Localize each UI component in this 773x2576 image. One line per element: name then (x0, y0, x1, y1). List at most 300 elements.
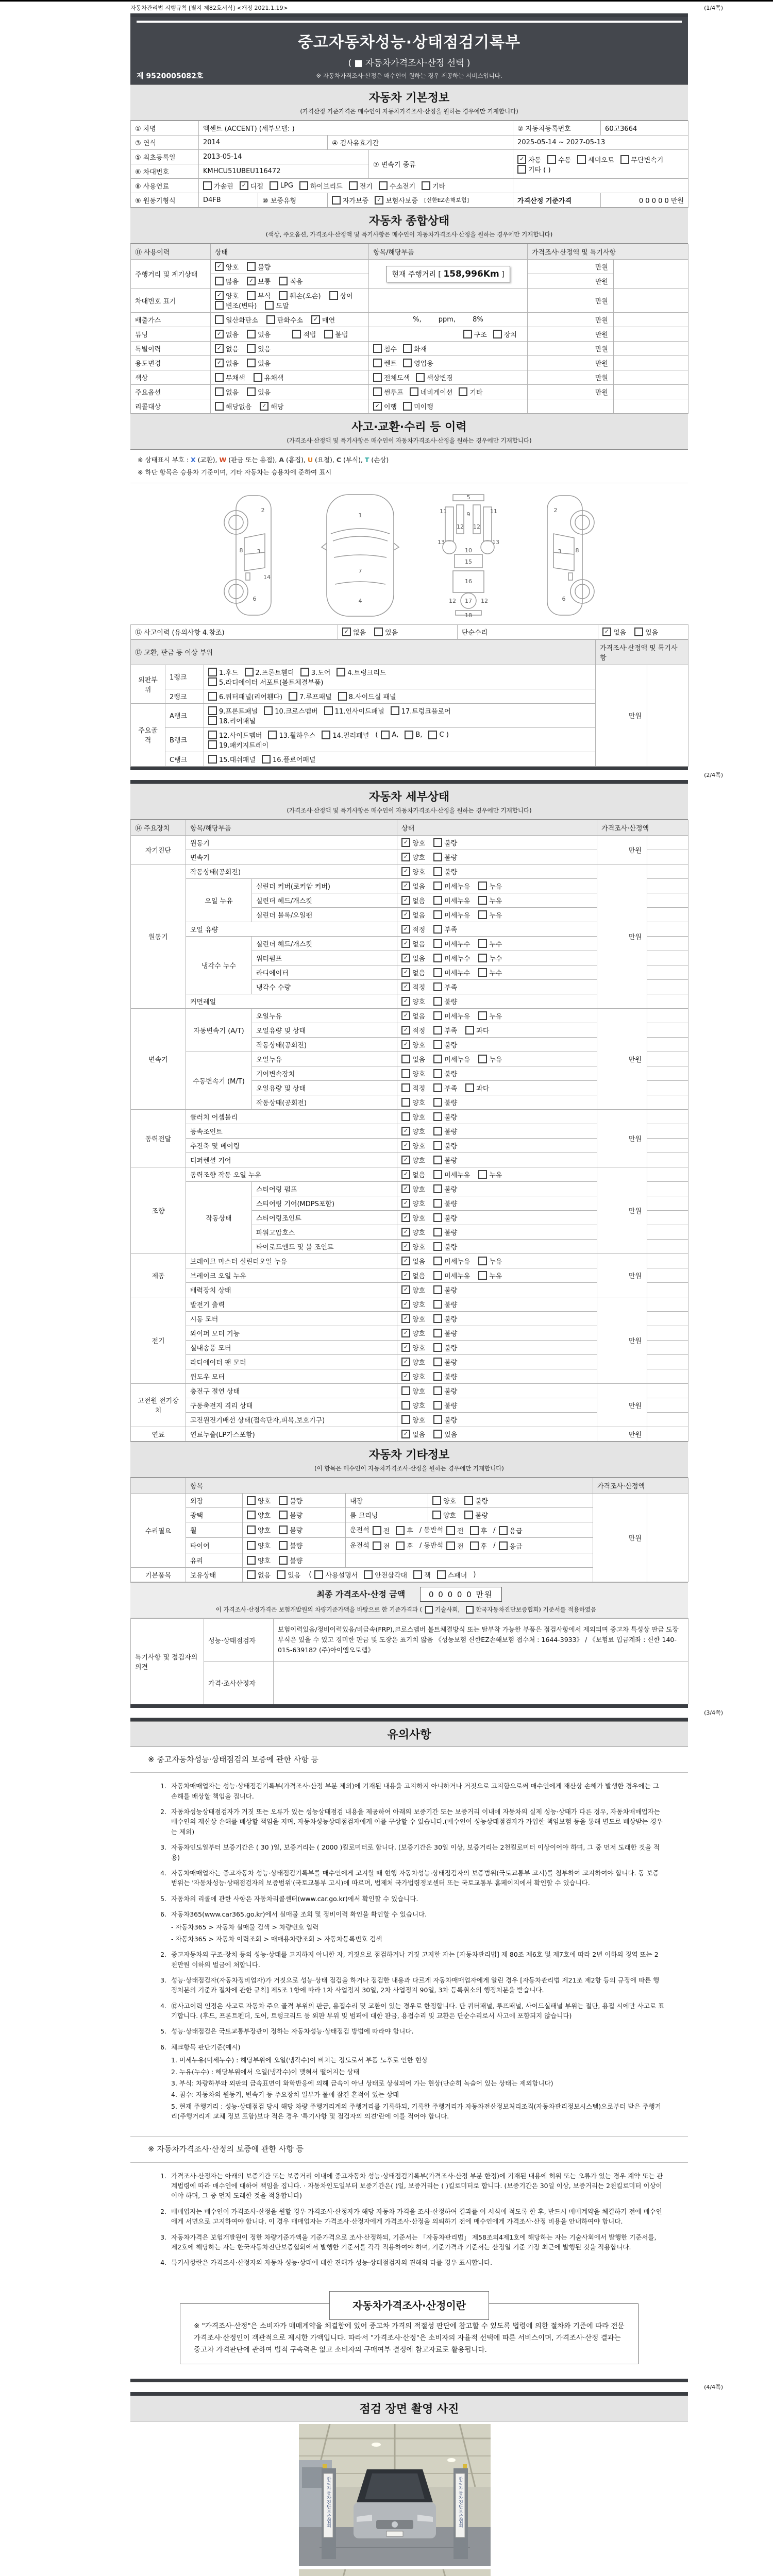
checkbox-option[interactable]: ✓ 양호 (401, 1357, 425, 1367)
table-cell: 특별이력 (131, 342, 211, 356)
notice-item: 4. 특기사항란은 가격조사·산정자의 자동차 성능·상태에 대한 견해가 성능·상태점검자의 견해와 다를 경우 표시합니다. (160, 2259, 493, 2267)
checkbox-option[interactable]: 누유 (478, 1256, 502, 1266)
checkbox-option[interactable]: 안전삼각대 (364, 1570, 407, 1580)
checkbox-option[interactable]: ✓ 양호 (401, 1141, 425, 1150)
basic-info-table-container (130, 121, 688, 208)
checkbox-option[interactable]: ✓ 양호 (401, 1299, 425, 1309)
checkbox-option[interactable]: 무단변속기 (620, 155, 664, 164)
table-row (131, 864, 688, 878)
checkbox-option[interactable]: 불량 (433, 1285, 457, 1295)
checkbox-option[interactable]: 14.필러패널 (322, 730, 369, 740)
table-cell (647, 1225, 688, 1239)
table-row (131, 385, 688, 399)
checkbox-option[interactable]: ✓ 없음 (401, 1170, 425, 1179)
table-cell (204, 727, 596, 752)
checkbox-option[interactable]: 15.대쉬패널 (208, 754, 256, 764)
checkbox-option[interactable]: 해당없음 (215, 401, 251, 411)
table-cell (397, 979, 597, 994)
table-cell: 상태 (211, 244, 369, 260)
table-cell (647, 1153, 688, 1167)
checkbox-option[interactable]: 후 (470, 1526, 488, 1535)
table-cell (614, 356, 688, 370)
table-cell (647, 1095, 688, 1109)
checkbox-option[interactable]: 불량 (433, 1299, 457, 1309)
checkbox-option[interactable]: 불량 (433, 1314, 457, 1324)
checkbox-option[interactable]: 양호 (401, 1386, 425, 1396)
checkbox-option[interactable]: 양호 (401, 1069, 425, 1078)
checkbox-option[interactable]: ✓ 양호 (215, 262, 239, 272)
checkbox-option[interactable]: 불량 (433, 1400, 457, 1410)
table-cell: 만원 (597, 1167, 647, 1253)
checkbox-option[interactable]: 불량 (433, 1415, 457, 1425)
checkbox-option[interactable]: 있음 (634, 627, 658, 637)
table-cell (243, 1537, 346, 1553)
checkbox-option[interactable]: ✓ 양호 (215, 291, 239, 300)
checkbox-option[interactable]: 불량 (433, 852, 457, 862)
checkbox-option[interactable]: 있음 (277, 1570, 300, 1580)
table-cell: 오일유량 및 상태 (252, 1080, 397, 1095)
table-cell: 실린더 헤드/개스킷 (252, 893, 397, 907)
checkbox-option[interactable]: 적법 (292, 329, 316, 339)
table-cell (428, 1507, 593, 1522)
checkbox-option[interactable]: 8.사이드실 패널 (338, 691, 396, 701)
table-cell (614, 260, 688, 289)
checkbox-option[interactable]: 있음 (247, 387, 271, 397)
checkbox-option[interactable]: 미세누유 (433, 910, 470, 920)
checkbox-option[interactable]: 5.라디에이터 서포트(볼트체결부품) (208, 677, 324, 687)
checkbox-option[interactable]: 화재 (403, 344, 427, 353)
checkbox-option[interactable]: 있음 (374, 627, 398, 637)
checkbox-option[interactable]: ✓ 매연 (311, 315, 335, 325)
table-cell: 수리필요 (131, 1493, 186, 1567)
table-cell (369, 399, 528, 414)
checkbox-option[interactable]: 불량 (433, 1328, 457, 1338)
checkbox-option[interactable]: 적음 (279, 276, 303, 286)
table-cell: A랭크 (165, 703, 204, 727)
checkbox-option[interactable]: ✓ 자동 (517, 155, 541, 164)
checkbox-option[interactable]: 9.프론트패널 (208, 706, 258, 716)
checkbox-option[interactable]: 무채색 (215, 372, 245, 382)
checkbox-option[interactable]: LPG (270, 181, 293, 190)
checkbox-option[interactable]: ✓ 양호 (401, 1198, 425, 1208)
checkbox-option[interactable]: ✓ 없음 (401, 1270, 425, 1280)
section-note: (가격산정 기준가격은 매수인이 자동차가격조사·산정을 원하는 경우에만 기재합니다) (300, 108, 518, 115)
checkbox-option[interactable]: 잭 (413, 1570, 431, 1580)
checkbox-option[interactable]: 불량 (433, 1386, 457, 1396)
checkbox-option[interactable]: 양호 (247, 1496, 271, 1505)
checkbox-option[interactable]: 불량 (279, 1510, 303, 1520)
checkbox-option[interactable]: ✓ 보험사보증 (375, 195, 418, 205)
checkbox-option[interactable]: ✓ 없음 (401, 1256, 425, 1266)
legend-symbol: U (요철), (307, 456, 337, 464)
table-row (131, 399, 688, 414)
table-cell (397, 893, 597, 907)
checkbox-option[interactable]: ✓ 양호 (401, 1314, 425, 1324)
checkbox-option[interactable]: 미세누수 (433, 953, 470, 963)
checkbox-option[interactable]: 누유 (478, 910, 502, 920)
checkbox-option[interactable]: 양호 (247, 1510, 271, 1520)
checkbox-option[interactable]: 양호 (401, 1400, 425, 1410)
checkbox-option[interactable]: 미세누유 (433, 1270, 470, 1280)
table-cell: 자동변속기 (A/T) (186, 1008, 252, 1052)
checkbox-option[interactable]: 가솔린 (203, 181, 233, 191)
checkbox-option[interactable]: 과다 (465, 1025, 489, 1035)
table-cell: ⑨ 원동기형식 (131, 193, 199, 208)
section-other-info-header (130, 1442, 688, 1478)
checkbox-option[interactable]: ✓ 양호 (401, 1213, 425, 1223)
diagram-number: 13 (492, 538, 499, 546)
checkbox-option[interactable]: 구조 (463, 329, 487, 339)
checkbox-option[interactable]: 부족 (433, 1083, 457, 1093)
checkbox-option[interactable]: 있음 (247, 344, 271, 353)
checkbox-option[interactable]: 전 (446, 1526, 464, 1535)
checkbox-option[interactable]: 불량 (433, 1227, 457, 1237)
checkbox-option[interactable]: 전체도색 (373, 372, 410, 382)
checkbox-option[interactable]: 미세누유 (433, 881, 470, 891)
checkbox-option[interactable]: ✓ 양호 (401, 1155, 425, 1165)
checkbox-option[interactable]: 불법 (324, 329, 348, 339)
table-cell (397, 1066, 597, 1080)
checkbox-option[interactable]: 수소전기 (379, 181, 415, 191)
checkbox-option[interactable]: 사용설명서 (314, 1570, 358, 1580)
checkbox-option[interactable]: 없음 (215, 387, 239, 397)
checkbox-option[interactable]: 불량 (279, 1555, 303, 1565)
checkbox-option[interactable]: 후 (470, 1541, 488, 1551)
checkbox-option[interactable]: 미세누유 (433, 1170, 470, 1179)
checkbox-option[interactable]: ✓ 없음 (401, 953, 425, 963)
checkbox-option[interactable]: 썬루프 (373, 387, 404, 397)
checkbox-option[interactable]: 부족 (433, 982, 457, 992)
table-cell (647, 1268, 688, 1282)
table-cell (614, 385, 688, 399)
checkbox-option[interactable]: 불량 (464, 1510, 488, 1520)
checkbox-option[interactable]: 16.플로어패널 (262, 754, 315, 764)
checkbox-option[interactable]: 13.휠하우스 (268, 730, 315, 740)
checkbox-option[interactable]: B, (405, 731, 422, 739)
checkbox-option[interactable]: 12.사이드멤버 (208, 730, 262, 740)
table-cell (369, 260, 528, 289)
table-cell: 타이로드엔드 및 볼 조인트 (252, 1239, 397, 1253)
table-cell (528, 399, 614, 414)
table-cell (397, 1369, 597, 1383)
checkbox-option[interactable]: 6.쿼터패널(리어휀다) (208, 691, 282, 701)
table-cell (614, 370, 688, 385)
checkbox-option[interactable]: ✓ 양호 (401, 1343, 425, 1352)
checkbox-option[interactable]: 양호 (432, 1496, 456, 1505)
checkbox-option[interactable]: 전 (373, 1541, 390, 1551)
checkbox-option[interactable]: 후 (396, 1526, 413, 1535)
table-cell: 만원 (597, 1109, 647, 1167)
checkbox-option[interactable]: 하이브리드 (299, 181, 343, 191)
checkbox-option[interactable]: 양호 (247, 1555, 271, 1565)
checkbox-option[interactable]: 없음 (247, 1570, 271, 1580)
checkbox-option[interactable]: 후 (396, 1541, 413, 1551)
checkbox-option[interactable]: 불량 (279, 1496, 303, 1505)
checkbox-option[interactable]: 불량 (433, 1242, 457, 1251)
table-cell: ④ 검사유효기간 (328, 135, 513, 150)
checkbox-option[interactable]: 불량 (433, 1213, 457, 1223)
checkbox-option[interactable]: ✓ 양호 (401, 1285, 425, 1295)
table-cell: 냉각수 누수 (186, 936, 252, 994)
notice-list-2 (130, 2163, 688, 2279)
checkbox-option[interactable]: 유채색 (254, 372, 284, 382)
table-cell: 윈도우 모터 (186, 1369, 397, 1383)
checkbox-option[interactable]: ✓ 없음 (215, 358, 239, 368)
checkbox-option[interactable]: 기타 (422, 181, 445, 191)
checkbox-option[interactable]: 불량 (433, 1112, 457, 1122)
checkbox-option[interactable]: 양호 (247, 1540, 271, 1550)
checkbox-option[interactable]: 부식 (247, 291, 271, 300)
checkbox-option[interactable]: 렌트 (373, 358, 397, 368)
table-cell: 1랭크 (165, 665, 204, 689)
checkbox-option[interactable]: 미이행 (403, 401, 433, 411)
diagram-number: 2 (553, 506, 558, 514)
checkbox-option[interactable]: 응급 (499, 1526, 523, 1535)
notice-item: 6. 자동차365(www.car365.go.kr)에서 실매물 조회 및 정비이력 확인을 확인할 수 있습니다. - 자동차365 > 자동차 실매물 검색 > 차량번호 입력 - 자동차365 > 자동차 이력조회 > 매매용차량조회 > 자동차등록번호 검색 (154, 1909, 664, 1944)
checkbox-option[interactable]: ✓ 적정 (401, 924, 425, 934)
table-row (131, 327, 688, 342)
checkbox-option[interactable]: 누유 (478, 1270, 502, 1280)
checkbox-option[interactable]: ✓ 없음 (401, 939, 425, 948)
checkbox-option[interactable]: ✓ 양호 (401, 996, 425, 1006)
checkbox-option[interactable]: ✓ 적정 (401, 982, 425, 992)
checkbox-option[interactable]: 침수 (373, 344, 397, 353)
table-cell (369, 327, 528, 342)
table-cell (397, 1253, 597, 1268)
checkbox-option[interactable]: 불량 (433, 1184, 457, 1194)
checkbox-option[interactable]: 불량 (433, 1097, 457, 1107)
checkbox-option[interactable]: 2.프론트휀더 (245, 667, 294, 677)
checkbox-option[interactable]: 있음 (247, 358, 271, 368)
checkbox-option[interactable]: 19.패키지트레이 (208, 740, 268, 750)
checkbox-option[interactable]: 누수 (478, 968, 502, 977)
table-cell: 보유상태 (186, 1567, 243, 1582)
checkbox-option[interactable]: A, (381, 731, 398, 739)
checkbox-option[interactable]: 불량 (433, 1357, 457, 1367)
checkbox-option[interactable]: 불량 (433, 996, 457, 1006)
checkbox-option[interactable]: 양호 (401, 1415, 425, 1425)
checkbox-option[interactable]: 누유 (478, 1054, 502, 1064)
table-cell (647, 922, 688, 936)
checkbox-option[interactable]: 1.후드 (208, 667, 239, 677)
checkbox-option[interactable]: ✓ 양호 (401, 1328, 425, 1338)
checkbox-option[interactable]: ✓ 없음 (401, 1011, 425, 1021)
checkbox-option[interactable]: 기타 ( ) (517, 164, 551, 174)
table-cell (647, 1080, 688, 1095)
checkbox-option[interactable]: ✓ 양호 (401, 867, 425, 876)
checkbox-option[interactable]: 기술사회, (425, 1605, 460, 1614)
checkbox-option[interactable]: 미세누유 (433, 1011, 470, 1021)
checkbox-option[interactable]: 불량 (433, 867, 457, 876)
checkbox-option[interactable]: ✓ 보통 (247, 276, 271, 286)
checkbox-option[interactable]: ✓ 양호 (401, 1242, 425, 1251)
checkbox-option[interactable]: 불량 (433, 1040, 457, 1049)
checkbox-option[interactable]: ✓ 없음 (215, 344, 239, 353)
table-cell: 시동 모터 (186, 1311, 397, 1326)
checkbox-option[interactable]: 전 (373, 1526, 390, 1535)
table-cell (397, 1037, 597, 1052)
checkbox-option[interactable]: 전기 (349, 181, 373, 191)
checkbox-option[interactable]: ✓ 없음 (401, 895, 425, 905)
checkbox-option[interactable]: 훼손(오손) (279, 291, 321, 300)
table-cell: 튜닝 (131, 327, 211, 342)
checkbox-option[interactable]: 3.도어 (300, 667, 331, 677)
table-row (131, 1253, 688, 1268)
checkbox-option[interactable]: 도말 (265, 300, 289, 310)
checkbox-option[interactable]: 부족 (433, 1025, 457, 1035)
table-cell: 스티어링조인트 (252, 1210, 397, 1225)
checkbox-option[interactable]: 있음 (247, 329, 271, 339)
checkbox-option[interactable]: 불량 (433, 1198, 457, 1208)
checkbox-option[interactable]: ✓ 양호 (401, 852, 425, 862)
checkbox-option[interactable]: 세미오토 (577, 155, 614, 164)
checkbox-option[interactable]: 미세누수 (433, 939, 470, 948)
checkbox-option[interactable]: 미세누수 (433, 968, 470, 977)
checkbox-option[interactable]: 전 (446, 1541, 464, 1551)
checkbox-option[interactable]: 누유 (478, 1170, 502, 1179)
checkbox-option[interactable]: ✓ 양호 (401, 1126, 425, 1136)
checkbox-option[interactable]: 수동 (547, 155, 571, 164)
checkbox-option[interactable]: 부족 (433, 924, 457, 934)
table-cell: 타이어 (186, 1537, 243, 1553)
table-cell: 작동상태(공회전) (186, 864, 397, 878)
table-cell: ⑦ 변속기 종류 (369, 150, 513, 179)
checkbox-option[interactable]: ✓ 없음 (401, 968, 425, 977)
checkbox-option[interactable]: 11.인사이드패널 (324, 706, 384, 716)
checkbox-option[interactable]: 장치 (493, 329, 517, 339)
table-cell: 클러치 어셈블리 (186, 1109, 397, 1124)
checkbox-option[interactable]: 누유 (478, 881, 502, 891)
checkbox-option[interactable]: ✓ 해당 (260, 401, 283, 411)
checkbox-option[interactable]: C ) (428, 731, 448, 739)
table-row (131, 835, 688, 850)
table-cell (647, 1282, 688, 1297)
checkbox-option[interactable]: 네비게이션 (410, 387, 453, 397)
checkbox-option[interactable]: 불량 (464, 1496, 488, 1505)
checkbox-option[interactable]: 스패너 (437, 1570, 467, 1580)
checkbox-option[interactable]: ✓ 없음 (401, 910, 425, 920)
checkbox-option[interactable]: ✓ 양호 (401, 1227, 425, 1237)
checkbox-option[interactable]: 불량 (433, 1069, 457, 1078)
checkbox-option[interactable]: 불량 (279, 1525, 303, 1535)
checkbox-option[interactable]: ✓ 없음 (401, 881, 425, 891)
checkbox-option[interactable]: 누수 (478, 953, 502, 963)
checkbox-option[interactable]: ✓ 없음 (602, 627, 626, 637)
checkbox-option[interactable]: 있음 (433, 1429, 457, 1439)
checkbox-option[interactable]: 누수 (478, 939, 502, 948)
diagram-number: 3 (257, 548, 261, 555)
table-cell (647, 1398, 688, 1412)
table-cell: 스티어링 기어(MDPS포함) (252, 1196, 397, 1210)
document-page (130, 2, 723, 2576)
checkbox-option[interactable]: ✓ 적정 (401, 1025, 425, 1035)
checkbox-option[interactable]: 일산화탄소 (215, 315, 258, 325)
table-cell (243, 1507, 346, 1522)
checkbox-option[interactable]: 자가보증 (332, 195, 368, 205)
checkbox-option[interactable]: 양호 (432, 1510, 456, 1520)
table-cell (513, 179, 688, 193)
checkbox-option[interactable]: ✓ 없음 (342, 627, 366, 637)
checkbox-option[interactable]: 불량 (433, 838, 457, 848)
table-cell: 항목/해당부품 (369, 244, 528, 260)
checkbox-option[interactable]: 변조(변타) (215, 300, 257, 310)
table-cell: 변속기 (131, 1008, 186, 1109)
checkbox-option[interactable]: 양호 (247, 1525, 271, 1535)
checkbox-option[interactable]: 불량 (279, 1540, 303, 1550)
table-cell: 상태 (397, 820, 597, 835)
checkbox-option[interactable]: 누유 (478, 1011, 502, 1021)
checkbox-option[interactable]: 양호 (401, 1112, 425, 1122)
checkbox-option[interactable]: 상이 (329, 291, 353, 300)
checkbox-option[interactable]: 없음 (401, 1054, 425, 1064)
table-cell: C랭크 (165, 752, 204, 766)
checkbox-option[interactable]: 불량 (433, 1343, 457, 1352)
page-4-block (130, 2392, 688, 2576)
checkbox-option[interactable]: ✓ 양호 (401, 1040, 425, 1049)
checkbox-option[interactable]: 색상변경 (416, 372, 452, 382)
document-title: 중고자동차성능·상태점검기록부 (297, 33, 521, 52)
table-cell: 발전기 출력 (186, 1297, 397, 1311)
checkbox-option[interactable]: ✓ 없음 (215, 329, 239, 339)
checkbox-option[interactable]: 누유 (478, 895, 502, 905)
checkbox-option[interactable]: 18.리어패널 (208, 716, 256, 725)
checkbox-option[interactable]: 불량 (433, 1126, 457, 1136)
checkbox-option[interactable]: 많음 (215, 276, 239, 286)
table-cell: 만원 (597, 1008, 647, 1109)
checkbox-option[interactable]: 영업용 (403, 358, 433, 368)
checkbox-option[interactable]: 적정 (401, 1083, 425, 1093)
inspector-remarks-container (130, 1618, 688, 1704)
table-cell (397, 1340, 597, 1354)
checkbox-option[interactable]: 응급 (499, 1541, 523, 1551)
checkbox-option[interactable]: ✓ 양호 (401, 1184, 425, 1194)
checkbox-option[interactable]: 미세누유 (433, 1256, 470, 1266)
car-diagram-row (130, 483, 688, 624)
checkbox-option[interactable]: ✓ 양호 (401, 838, 425, 848)
table-cell (397, 1297, 597, 1311)
checkbox-option[interactable]: 미세누유 (433, 1054, 470, 1064)
table-cell: 가격조사·산정액 (593, 1478, 688, 1493)
checkbox-option[interactable]: ✓ 디젤 (240, 181, 263, 191)
table-cell (211, 399, 369, 414)
checkbox-option[interactable]: 불량 (433, 1371, 457, 1381)
table-cell: 색상 (131, 370, 211, 385)
checkbox-option[interactable]: 10.크로스멤버 (264, 706, 317, 716)
checkbox-option[interactable]: 불량 (433, 1155, 457, 1165)
checkbox-option[interactable]: 과다 (465, 1083, 489, 1093)
notice-item: 4. 자동차매매업자는 중고자동차 성능·상태점검기록부를 매수인에게 고지할 때 현행 자동차성능·상태점검자의 보증범위(국토교통부 고시)를 첨부하여 고지하여야 합니다. 동 보증범위는 '자동차성능·상태점검자의 보증범위'(국토교통부 고시)에 따르며, 법제처 국가법령정보센터 또는 국토교통부 홈페이지에서 확인할 수 있습니다. (160, 1869, 659, 1887)
checkbox-option[interactable]: 불량 (247, 262, 271, 272)
checkbox-option[interactable]: ✓ 이행 (373, 401, 397, 411)
checkbox-option[interactable]: 4.트렁크리드 (337, 667, 386, 677)
section-title: 사고·교환·수리 등 이력 (351, 421, 467, 434)
accident-history-table-container (130, 624, 688, 767)
checkbox-option[interactable]: 미세누유 (433, 895, 470, 905)
checkbox-option[interactable]: 탄화수소 (266, 315, 303, 325)
checkbox-option[interactable]: 7.루프패널 (289, 691, 332, 701)
table-cell: 2014 (199, 135, 328, 150)
checkbox-option[interactable]: 기타 (459, 387, 482, 397)
price-survey-select-option[interactable]: ( ■ 자동차가격조사·산정 선택 ) (348, 58, 470, 69)
checkbox-option[interactable]: 양호 (401, 1097, 425, 1107)
checkbox-option[interactable]: 17.트렁크플로어 (391, 706, 451, 716)
lift-post-sign-text: 한국자동차진단보증협회 (458, 2477, 463, 2528)
checkbox-option[interactable]: 한국자동차진단보증협회) 기준서를 적용하였음 (466, 1605, 596, 1614)
checkbox-option[interactable]: 불량 (433, 1141, 457, 1150)
checkbox-option[interactable]: ✓ 양호 (401, 1371, 425, 1381)
checkbox-option[interactable]: ✓ 없음 (401, 1429, 425, 1439)
detail-status-table-container (130, 820, 688, 1442)
